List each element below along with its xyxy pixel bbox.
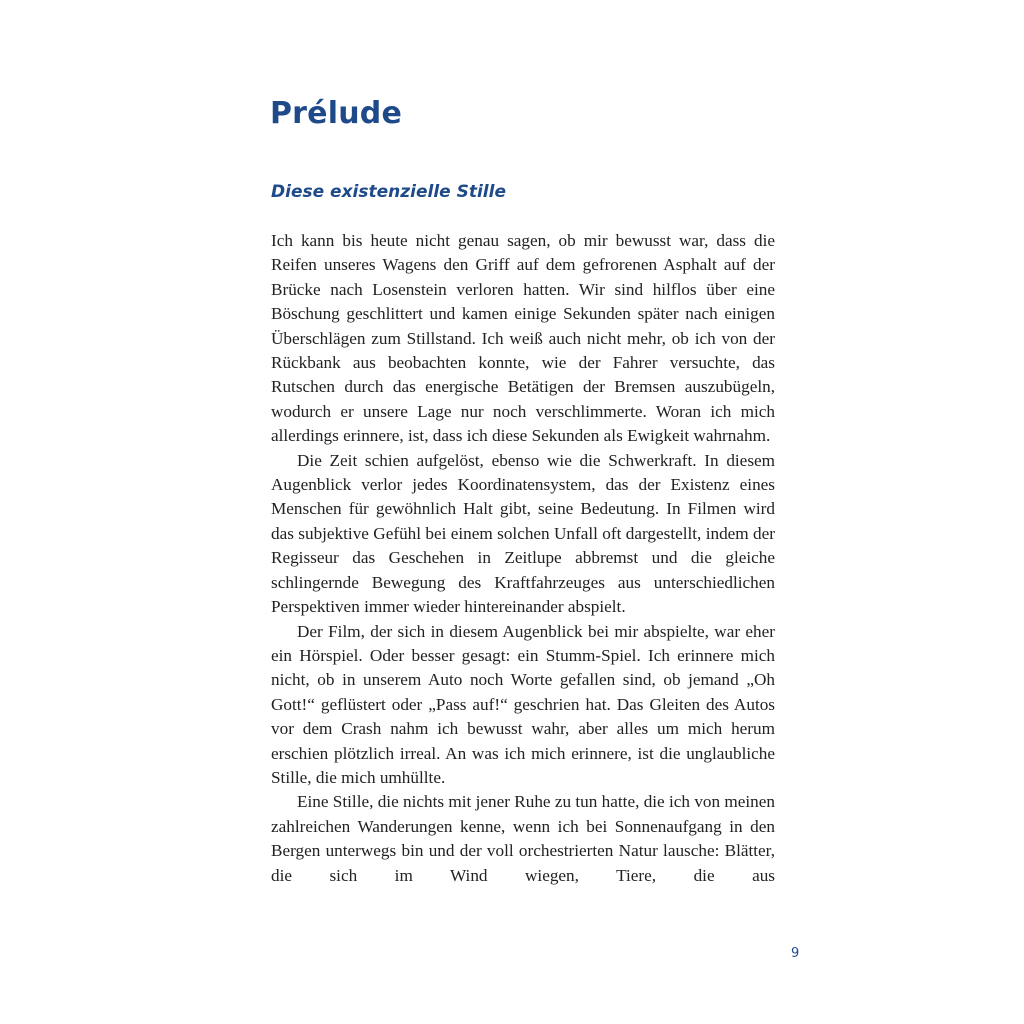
paragraph-3: Der Film, der sich in diesem Augenblick bei mir abspielte, war eher ein Hörspiel. Oder besser gesagt: ein Stumm-Spiel. Ich erinnere mich nicht, ob in unserem Auto noch Worte gefallen sind, ob jemand „Oh Gott!“ geflüstert oder „Pass auf!“ geschrien hat. Das Gleiten des Autos vor dem Crash nahm ich bewusst wahr, aber alles um mich herum erschien plötzlich irreal. An was ich mich erinnere, ist die unglaubliche Stille, die mich umhüllte.	[271, 621, 775, 787]
body-text	[271, 229, 775, 888]
chapter-title: Prélude	[270, 96, 402, 131]
paragraph-1: Ich kann bis heute nicht genau sagen, ob mir bewusst war, dass die Reifen unseres Wagens den Griff auf dem gefrorenen Asphalt auf der Brücke nach Losenstein verloren hatten. Wir sind hilflos über eine Böschung geschlittert und kamen einige Sekunden später nach einigen Überschlägen zum Stillstand. Ich weiß auch nicht mehr, ob ich von der Rückbank aus beobachten konnte, wie der Fahrer versuchte, das Rutschen durch das energische Betätigen der Bremsen auszubügeln, wodurch er unsere Lage nur noch verschlimmerte. Woran ich mich allerdings erinnere, ist, dass ich diese Sekunden als Ewigkeit wahrnahm.	[271, 231, 775, 446]
section-title: Diese existenzielle Stille	[271, 182, 506, 202]
paragraph-2: Die Zeit schien aufgelöst, ebenso wie die Schwerkraft. In diesem Augenblick verlor jedes Koordinatensystem, das der Existenz eines Menschen für gewöhnlich Halt gibt, seine Bedeutung. In Filmen wird das subjektive Gefühl bei einem solchen Unfall oft dargestellt, indem der Regisseur das Geschehen in Zeitlupe abbremst und die gleiche schlingernde Bewegung des Kraftfahrzeuges aus unterschiedlichen Perspektiven immer wieder hintereinander abspielt.	[271, 450, 775, 617]
paragraph-4: Eine Stille, die nichts mit jener Ruhe zu tun hatte, die ich von meinen zahlreichen Wanderungen kenne, wenn ich bei Sonnenaufgang in den Bergen unterwegs bin und der voll orchestrierten Natur lausche: Blätter, die sich im Wind wiegen, Tiere, die aus	[271, 792, 775, 885]
page-number: 9	[791, 946, 800, 961]
